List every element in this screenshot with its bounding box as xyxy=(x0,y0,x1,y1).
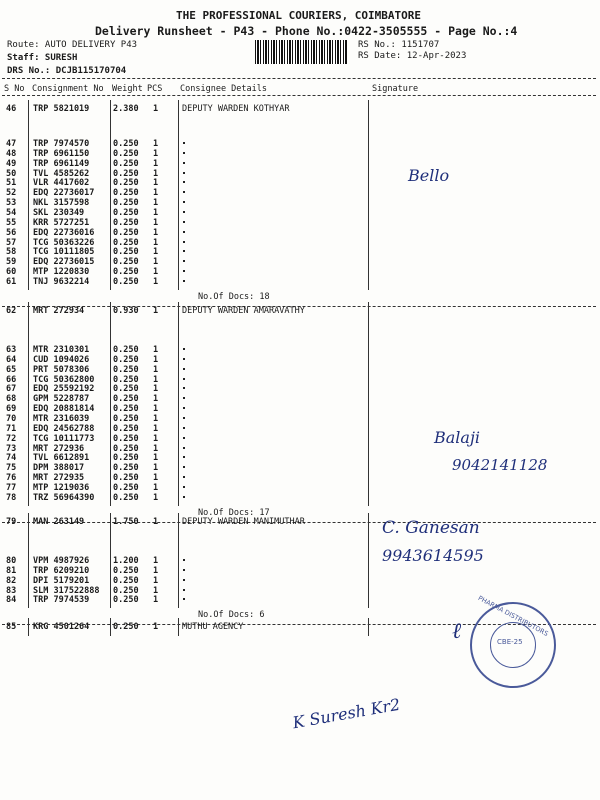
column-divider xyxy=(28,513,29,608)
row-pcs: 1 xyxy=(153,413,159,424)
row-sno: 82 xyxy=(6,575,17,586)
row-dot xyxy=(183,437,185,439)
row-pcs: 1 xyxy=(153,556,159,566)
consignee-name: MUTHU AGENCY xyxy=(182,622,244,632)
group-pcs: 1 xyxy=(153,622,159,632)
row-weight: 0.250 xyxy=(113,257,139,268)
row-sno: 65 xyxy=(6,364,17,375)
row-weight: 0.250 xyxy=(113,565,139,576)
row-sno: 70 xyxy=(6,413,17,424)
row-weight: 0.250 xyxy=(113,394,139,405)
row-dot xyxy=(183,559,185,561)
row-weight: 0.250 xyxy=(113,227,139,238)
row-dot xyxy=(183,152,185,154)
row-pcs: 1 xyxy=(153,267,159,278)
staff-label: Staff: SURESH xyxy=(7,53,78,63)
row-sno: 67 xyxy=(6,384,17,395)
row-consignment: EDQ 22736017 xyxy=(33,188,95,199)
docs-count: No.Of Docs: 18 xyxy=(198,291,270,302)
column-divider xyxy=(178,100,179,290)
row-dot xyxy=(183,201,185,203)
bottom-signature: K Suresh Kr2 xyxy=(291,694,402,733)
row-consignment: TRZ 56964390 xyxy=(33,492,95,503)
row-pcs: 1 xyxy=(153,257,159,268)
route-label: Route: AUTO DELIVERY P43 xyxy=(7,40,138,50)
row-consignment: MRT 272936 xyxy=(33,443,85,454)
row-pcs: 1 xyxy=(153,394,159,405)
row-dot xyxy=(183,447,185,449)
group-sno: 85 xyxy=(6,622,17,632)
row-pcs: 1 xyxy=(153,217,159,228)
row-dot xyxy=(183,241,185,243)
group-pcs: 1 xyxy=(153,104,159,114)
docs-count: No.Of Docs: 17 xyxy=(198,507,270,518)
row-dot xyxy=(183,181,185,183)
row-pcs: 1 xyxy=(153,237,159,248)
row-weight: 0.250 xyxy=(113,364,139,375)
row-weight: 0.250 xyxy=(113,148,139,159)
row-sno: 54 xyxy=(6,207,17,218)
row-weight: 0.250 xyxy=(113,345,139,355)
row-weight: 0.250 xyxy=(113,178,139,189)
row-consignment: TCG 10111805 xyxy=(33,247,95,258)
row-consignment: TRP 7974570 xyxy=(33,139,90,149)
column-divider xyxy=(110,618,111,636)
row-weight: 0.250 xyxy=(113,267,139,278)
column-divider xyxy=(110,513,111,608)
row-sno: 74 xyxy=(6,453,17,464)
consignee-name: DEPUTY WARDEN KOTHYAR xyxy=(182,104,290,114)
column-divider xyxy=(178,513,179,608)
column-divider xyxy=(28,618,29,636)
signature-1: Bello xyxy=(408,166,450,185)
signature-3-phone: 9943614595 xyxy=(382,546,484,565)
row-consignment: EDQ 22736015 xyxy=(33,257,95,268)
row-consignment: TCG 10111773 xyxy=(33,433,95,444)
group-sno: 62 xyxy=(6,306,17,316)
col-consignee: Consignee Details xyxy=(180,84,267,94)
signature-2-name: Balaji xyxy=(434,428,481,447)
row-sno: 61 xyxy=(6,276,17,287)
col-consignment: Consignment No xyxy=(32,84,104,94)
rs-number: RS No.: 1151707 xyxy=(358,40,440,50)
signature-2-phone: 9042141128 xyxy=(452,456,548,474)
row-consignment: MTR 2316039 xyxy=(33,413,90,424)
row-consignment: EDQ 25592192 xyxy=(33,384,95,395)
row-pcs: 1 xyxy=(153,148,159,159)
group-weight: 0.250 xyxy=(113,622,139,632)
consignee-name: DEPUTY WARDEN MANIMUTHAR xyxy=(182,517,305,527)
row-weight: 0.250 xyxy=(113,453,139,464)
row-weight: 0.250 xyxy=(113,595,139,606)
stamp-text: PHARMA DISTRIBUTORS xyxy=(476,594,550,638)
row-consignment: DPM 388017 xyxy=(33,463,85,474)
row-sno: 59 xyxy=(6,257,17,268)
row-weight: 0.250 xyxy=(113,168,139,179)
row-sno: 69 xyxy=(6,404,17,415)
row-pcs: 1 xyxy=(153,207,159,218)
runsheet-subtitle: Delivery Runsheet - P43 - Phone No.:0422-3505555 - Page No.:4 xyxy=(95,24,518,38)
row-consignment: TRP 6209210 xyxy=(33,565,90,576)
row-weight: 0.250 xyxy=(113,217,139,228)
column-divider xyxy=(368,302,369,506)
row-sno: 47 xyxy=(6,139,17,149)
row-sno: 52 xyxy=(6,188,17,199)
row-dot xyxy=(183,280,185,282)
row-weight: 0.250 xyxy=(113,237,139,248)
row-consignment: TVL 4585262 xyxy=(33,168,90,179)
row-pcs: 1 xyxy=(153,473,159,484)
row-sno: 81 xyxy=(6,565,17,576)
row-pcs: 1 xyxy=(153,404,159,415)
row-consignment: SLM 317522888 xyxy=(33,585,100,596)
row-pcs: 1 xyxy=(153,463,159,474)
row-sno: 77 xyxy=(6,482,17,493)
row-sno: 58 xyxy=(6,247,17,258)
signature-4: ℓ xyxy=(452,619,462,644)
row-consignment: TRP 6961149 xyxy=(33,158,90,169)
docs-count: No.Of Docs: 6 xyxy=(198,610,265,621)
row-sno: 49 xyxy=(6,158,17,169)
column-divider xyxy=(110,302,111,506)
row-dot xyxy=(183,397,185,399)
group-pcs: 1 xyxy=(153,306,159,316)
group-consignment: KRG 4501264 xyxy=(33,622,90,632)
row-pcs: 1 xyxy=(153,595,159,606)
row-dot xyxy=(183,579,185,581)
row-dot xyxy=(183,598,185,600)
row-consignment: GPM 5228787 xyxy=(33,394,90,405)
row-pcs: 1 xyxy=(153,178,159,189)
row-pcs: 1 xyxy=(153,433,159,444)
row-consignment: TVL 6612891 xyxy=(33,453,90,464)
row-dot xyxy=(183,348,185,350)
row-weight: 0.250 xyxy=(113,207,139,218)
row-sno: 60 xyxy=(6,267,17,278)
row-weight: 0.250 xyxy=(113,492,139,503)
row-weight: 0.250 xyxy=(113,473,139,484)
row-pcs: 1 xyxy=(153,158,159,169)
row-pcs: 1 xyxy=(153,482,159,493)
row-sno: 50 xyxy=(6,168,17,179)
row-pcs: 1 xyxy=(153,565,159,576)
group-consignment: TRP 5821019 xyxy=(33,104,90,114)
row-weight: 0.250 xyxy=(113,247,139,258)
col-weight: Weight xyxy=(112,84,143,94)
row-dot xyxy=(183,417,185,419)
row-weight: 0.250 xyxy=(113,413,139,424)
row-pcs: 1 xyxy=(153,168,159,179)
group-consignment: MAN 263149 xyxy=(33,517,85,527)
column-divider xyxy=(368,513,369,608)
column-divider xyxy=(28,100,29,290)
row-consignment: EDQ 24562788 xyxy=(33,423,95,434)
row-consignment: EDQ 22736016 xyxy=(33,227,95,238)
row-dot xyxy=(183,589,185,591)
row-pcs: 1 xyxy=(153,384,159,395)
row-consignment: MTP 1220830 xyxy=(33,267,90,278)
row-weight: 0.250 xyxy=(113,463,139,474)
pharma-stamp xyxy=(470,594,556,688)
row-dot xyxy=(183,476,185,478)
barcode xyxy=(255,40,347,64)
row-pcs: 1 xyxy=(153,443,159,454)
row-weight: 0.250 xyxy=(113,433,139,444)
signature-3-name: C. Ganesan xyxy=(382,518,480,538)
row-weight: 0.250 xyxy=(113,443,139,454)
group-consignment: MRT 272934 xyxy=(33,306,85,316)
group-sno: 46 xyxy=(6,104,17,114)
row-pcs: 1 xyxy=(153,345,159,355)
row-weight: 0.250 xyxy=(113,423,139,434)
row-sno: 73 xyxy=(6,443,17,454)
row-consignment: MTP 1219036 xyxy=(33,482,90,493)
group-sno: 79 xyxy=(6,517,17,527)
row-dot xyxy=(183,496,185,498)
stamp-inner-text: CBE-25 xyxy=(497,638,523,646)
row-pcs: 1 xyxy=(153,188,159,199)
row-dot xyxy=(183,191,185,193)
row-consignment: MRT 272935 xyxy=(33,473,85,484)
row-dot xyxy=(183,378,185,380)
company-title: THE PROFESSIONAL COURIERS, COIMBATORE xyxy=(176,9,422,22)
row-consignment: TRP 6961150 xyxy=(33,148,90,159)
row-dot xyxy=(183,466,185,468)
row-weight: 0.250 xyxy=(113,575,139,586)
row-pcs: 1 xyxy=(153,453,159,464)
row-weight: 0.250 xyxy=(113,139,139,149)
row-dot xyxy=(183,270,185,272)
row-consignment: TRP 7974539 xyxy=(33,595,90,606)
row-pcs: 1 xyxy=(153,354,159,365)
row-dot xyxy=(183,569,185,571)
row-sno: 57 xyxy=(6,237,17,248)
row-sno: 66 xyxy=(6,374,17,385)
row-sno: 72 xyxy=(6,433,17,444)
col-pcs: PCS xyxy=(147,84,163,94)
column-divider xyxy=(178,302,179,506)
row-weight: 0.250 xyxy=(113,585,139,596)
row-pcs: 1 xyxy=(153,423,159,434)
row-dot xyxy=(183,427,185,429)
row-dot xyxy=(183,172,185,174)
row-sno: 68 xyxy=(6,394,17,405)
row-sno: 64 xyxy=(6,354,17,365)
row-dot xyxy=(183,387,185,389)
column-divider xyxy=(368,618,369,636)
row-sno: 83 xyxy=(6,585,17,596)
group-pcs: 1 xyxy=(153,517,159,527)
row-sno: 78 xyxy=(6,492,17,503)
row-weight: 0.250 xyxy=(113,188,139,199)
row-dot xyxy=(183,358,185,360)
row-consignment: DPI 5179201 xyxy=(33,575,90,586)
row-consignment: KRR 5727251 xyxy=(33,217,90,228)
row-pcs: 1 xyxy=(153,585,159,596)
row-pcs: 1 xyxy=(153,575,159,586)
row-pcs: 1 xyxy=(153,492,159,503)
row-consignment: TNJ 9632214 xyxy=(33,276,90,287)
row-sno: 55 xyxy=(6,217,17,228)
row-pcs: 1 xyxy=(153,276,159,287)
row-dot xyxy=(183,486,185,488)
col-signature: Signature xyxy=(372,84,419,94)
column-divider xyxy=(28,302,29,506)
row-sno: 63 xyxy=(6,345,17,355)
row-sno: 48 xyxy=(6,148,17,159)
row-weight: 0.250 xyxy=(113,198,139,209)
row-consignment: CUD 1094026 xyxy=(33,354,90,365)
row-pcs: 1 xyxy=(153,139,159,149)
row-pcs: 1 xyxy=(153,247,159,258)
row-consignment: NKL 3157598 xyxy=(33,198,90,209)
row-dot xyxy=(183,368,185,370)
row-sno: 76 xyxy=(6,473,17,484)
row-consignment: VLR 4417602 xyxy=(33,178,90,189)
column-divider xyxy=(178,618,179,636)
group-weight: 0.930 xyxy=(113,306,139,316)
row-dot xyxy=(183,407,185,409)
stamp-inner-ring xyxy=(490,622,536,668)
row-weight: 0.250 xyxy=(113,374,139,385)
row-consignment: TCG 50363226 xyxy=(33,237,95,248)
consignee-name: DEPUTY WARDEN AMARAVATHY xyxy=(182,306,305,316)
row-consignment: VPM 4987926 xyxy=(33,556,90,566)
row-sno: 53 xyxy=(6,198,17,209)
group-weight: 1.750 xyxy=(113,517,139,527)
row-dot xyxy=(183,211,185,213)
row-dot xyxy=(183,250,185,252)
row-consignment: MTR 2310301 xyxy=(33,345,90,355)
rs-date: RS Date: 12-Apr-2023 xyxy=(358,51,467,61)
row-weight: 1.200 xyxy=(113,556,139,566)
row-dot xyxy=(183,231,185,233)
row-sno: 75 xyxy=(6,463,17,474)
column-divider xyxy=(110,100,111,290)
row-dot xyxy=(183,221,185,223)
row-consignment: SKL 230349 xyxy=(33,207,85,218)
row-weight: 0.250 xyxy=(113,384,139,395)
row-sno: 56 xyxy=(6,227,17,238)
row-pcs: 1 xyxy=(153,374,159,385)
row-sno: 84 xyxy=(6,595,17,606)
row-dot xyxy=(183,142,185,144)
row-weight: 0.250 xyxy=(113,482,139,493)
row-dot xyxy=(183,456,185,458)
row-sno: 80 xyxy=(6,556,17,566)
drs-label: DRS No.: DCJB115170704 xyxy=(7,66,127,76)
row-dot xyxy=(183,162,185,164)
column-divider xyxy=(368,100,369,290)
group-weight: 2.380 xyxy=(113,104,139,114)
row-consignment: EDQ 20881814 xyxy=(33,404,95,415)
row-dot xyxy=(183,260,185,262)
row-sno: 71 xyxy=(6,423,17,434)
row-weight: 0.250 xyxy=(113,158,139,169)
row-weight: 0.250 xyxy=(113,404,139,415)
row-pcs: 1 xyxy=(153,227,159,238)
row-sno: 51 xyxy=(6,178,17,189)
row-pcs: 1 xyxy=(153,364,159,375)
row-pcs: 1 xyxy=(153,198,159,209)
row-weight: 0.250 xyxy=(113,276,139,287)
row-weight: 0.250 xyxy=(113,354,139,365)
row-consignment: TCG 50362800 xyxy=(33,374,95,385)
row-consignment: PRT 5078306 xyxy=(33,364,90,375)
col-sno: S No xyxy=(4,84,25,94)
